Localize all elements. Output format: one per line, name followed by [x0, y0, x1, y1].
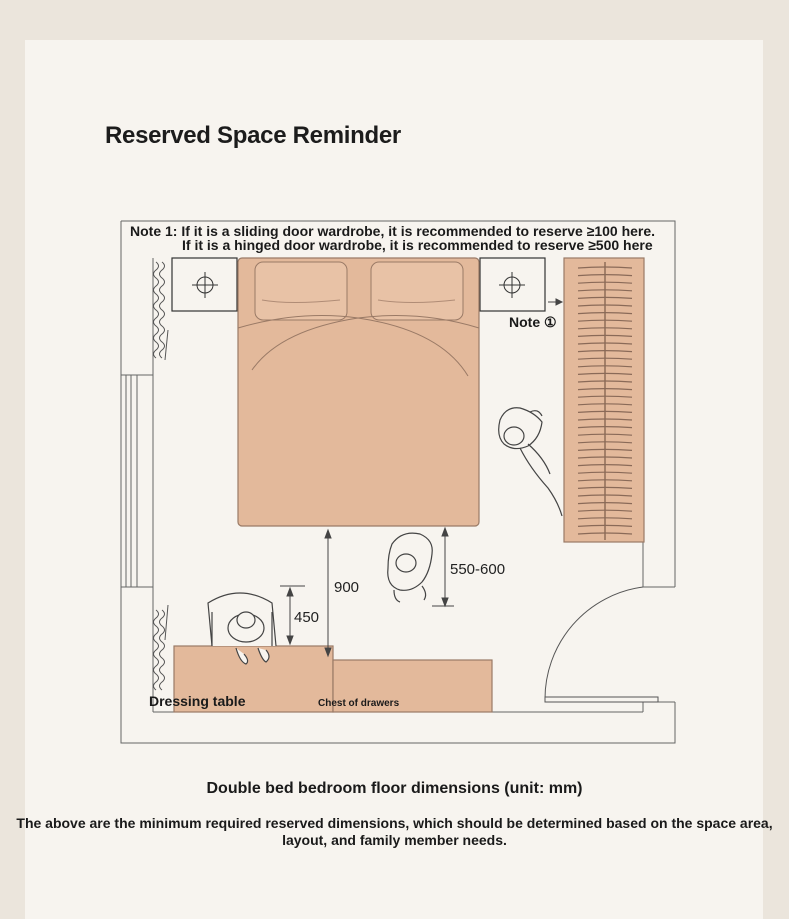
person-walking: [388, 533, 433, 602]
dimension-900: 900: [334, 579, 360, 596]
note-line-2: If it is a hinged door wardrobe, it is recommended to reserve ≥500 here: [182, 237, 653, 253]
footnote-line-1: The above are the minimum required reserved dimensions, which should be determined based on the space area,: [16, 815, 773, 831]
wardrobe: [564, 258, 644, 542]
chest-of-drawers-label: Chest of drawers: [318, 698, 400, 709]
curtain-top: [154, 262, 169, 360]
nightstand-right: [480, 258, 545, 311]
note-reference-label: Note ①: [509, 314, 557, 330]
footnote: [0, 815, 789, 849]
double-bed: [238, 258, 479, 526]
door: [545, 587, 658, 702]
dimension-550-600: 550-600: [450, 561, 506, 578]
footnote-line-2: layout, and family member needs.: [282, 832, 507, 848]
note-line-1: Note 1: If it is a sliding door wardrobe, it is recommended to reserve ≥100 here.: [130, 223, 656, 239]
person-by-wardrobe: [499, 408, 562, 516]
curtain-bottom: [154, 605, 169, 690]
diagram-caption: Double bed bedroom floor dimensions (unit: mm): [206, 780, 583, 797]
page-title: Reserved Space Reminder: [105, 122, 401, 149]
dressing-table-label: Dressing table: [149, 693, 246, 709]
dimension-450: 450: [294, 609, 320, 626]
nightstand-left: [172, 258, 237, 311]
